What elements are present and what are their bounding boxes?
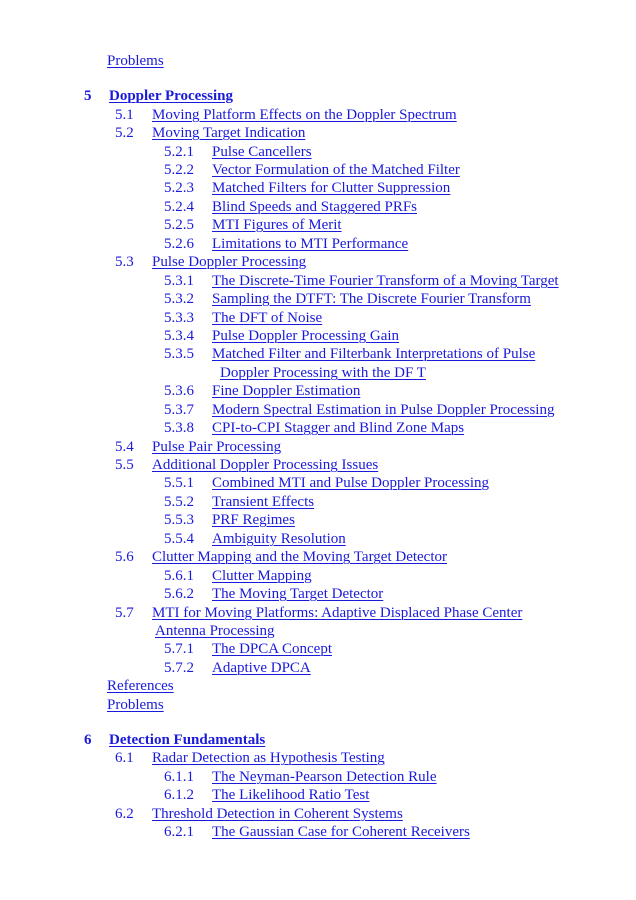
toc-subsection-5-3-5-continuation[interactable]: Doppler Processing with the DF T <box>220 365 426 381</box>
toc-section-6-1-link[interactable]: 6.1 Radar Detection as Hypothesis Testing <box>115 750 385 766</box>
toc-subsection-5-5-4-link[interactable]: 5.5.4 Ambiguity Resolution <box>164 531 346 547</box>
toc-section-6-2-link[interactable]: 6.2 Threshold Detection in Coherent Systems <box>115 806 403 822</box>
toc-link-problems-chapter-5[interactable]: Problems <box>107 697 164 713</box>
toc-subsection-5-3-6-link[interactable]: 5.3.6 Fine Doppler Estimation <box>164 383 361 399</box>
toc-link-references[interactable]: References <box>107 678 174 694</box>
toc-subsection-5-3-4-link[interactable]: 5.3.4 Pulse Doppler Processing Gain <box>164 328 400 344</box>
toc-subsection-5-2-4-link[interactable]: 5.2.4 Blind Speeds and Staggered PRFs <box>164 199 417 215</box>
toc-section-5-3-link[interactable]: 5.3 Pulse Doppler Processing <box>115 254 307 270</box>
toc-chapter-5-link[interactable]: 5 Doppler Processing <box>84 88 234 104</box>
toc-chapter-6-link[interactable]: 6 Detection Fundamentals <box>84 732 266 748</box>
toc-subsection-5-6-2-link[interactable]: 5.6.2 The Moving Target Detector <box>164 586 384 602</box>
toc-subsection-5-3-1-link[interactable]: 5.3.1 The Discrete-Time Fourier Transform of a Moving Target <box>164 273 559 289</box>
toc-subsection-5-5-1-link[interactable]: 5.5.1 Combined MTI and Pulse Doppler Processing <box>164 475 490 491</box>
toc-section-5-7-link[interactable]: 5.7 MTI for Moving Platforms: Adaptive Displaced Phase Center <box>115 605 523 621</box>
toc-subsection-5-3-5-link[interactable]: 5.3.5 Matched Filter and Filterbank Interpretations of Pulse <box>164 346 536 362</box>
toc-section-5-5-link[interactable]: 5.5 Additional Doppler Processing Issues <box>115 457 379 473</box>
toc-link-problems[interactable]: Problems <box>107 53 164 69</box>
toc-subsection-5-3-8-link[interactable]: 5.3.8 CPI-to-CPI Stagger and Blind Zone Maps <box>164 420 465 436</box>
toc-subsection-6-2-1-link[interactable]: 6.2.1 The Gaussian Case for Coherent Receivers <box>164 824 470 840</box>
toc-subsection-5-3-3-link[interactable]: 5.3.3 The DFT of Noise <box>164 310 323 326</box>
toc-subsection-5-7-1-link[interactable]: 5.7.1 The DPCA Concept <box>164 641 332 657</box>
toc-subsection-5-3-7-link[interactable]: 5.3.7 Modern Spectral Estimation in Pulse Doppler Processing <box>164 402 555 418</box>
toc-subsection-5-2-6-link[interactable]: 5.2.6 Limitations to MTI Performance <box>164 236 409 252</box>
toc-section-5-6-link[interactable]: 5.6 Clutter Mapping and the Moving Target Detector <box>115 549 447 565</box>
toc-subsection-5-6-1-link[interactable]: 5.6.1 Clutter Mapping <box>164 568 312 584</box>
toc-subsection-6-1-1-link[interactable]: 6.1.1 The Neyman-Pearson Detection Rule <box>164 769 437 785</box>
toc-section-5-7-continuation[interactable]: Antenna Processing <box>155 623 275 639</box>
toc-subsection-5-2-1-link[interactable]: 5.2.1 Pulse Cancellers <box>164 144 312 160</box>
toc-subsection-5-3-2-link[interactable]: 5.3.2 Sampling the DTFT: The Discrete Fourier Transform <box>164 291 531 307</box>
toc-subsection-5-2-2-link[interactable]: 5.2.2 Vector Formulation of the Matched Filter <box>164 162 460 178</box>
toc-subsection-5-5-3-link[interactable]: 5.5.3 PRF Regimes <box>164 512 295 528</box>
toc-subsection-5-2-5-link[interactable]: 5.2.5 MTI Figures of Merit <box>164 217 342 233</box>
toc-subsection-6-1-2-link[interactable]: 6.1.2 The Likelihood Ratio Test <box>164 787 370 803</box>
toc-section-5-4-link[interactable]: 5.4 Pulse Pair Processing <box>115 439 282 455</box>
toc-subsection-5-7-2-link[interactable]: 5.7.2 Adaptive DPCA <box>164 660 311 676</box>
toc-subsection-5-2-3-link[interactable]: 5.2.3 Matched Filters for Clutter Suppression <box>164 180 451 196</box>
toc-subsection-5-5-2-link[interactable]: 5.5.2 Transient Effects <box>164 494 315 510</box>
toc-section-5-1-link[interactable]: 5.1 Moving Platform Effects on the Doppler Spectrum <box>115 107 457 123</box>
toc-section-5-2-link[interactable]: 5.2 Moving Target Indication <box>115 125 306 141</box>
